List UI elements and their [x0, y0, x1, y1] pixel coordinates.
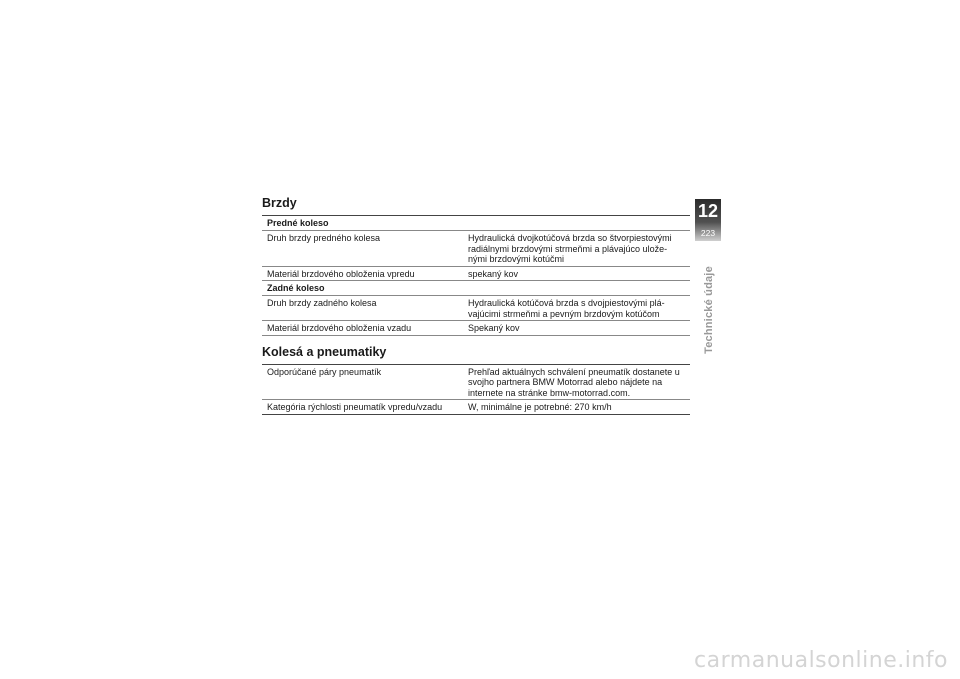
page-content	[262, 195, 690, 415]
row-value: Spekaný kov	[468, 323, 520, 333]
chapter-tab	[695, 199, 721, 241]
chapter-title: Technické údaje	[703, 266, 715, 354]
row-value: W, minimálne je potrebné: 270 km/h	[468, 402, 612, 412]
table-row	[262, 365, 690, 401]
row-value: spekaný kov	[468, 268, 519, 279]
table-row	[262, 267, 690, 282]
chapter-number: 12	[697, 201, 719, 221]
wheels-table	[262, 364, 690, 415]
page-number: 223	[700, 228, 716, 238]
front-wheel-heading: Predné koleso	[262, 216, 690, 231]
row-label: Materiál brzdového obloženia vzadu	[267, 323, 412, 333]
row-label: Materiál brzdového obloženia vpredu	[267, 268, 415, 279]
wheels-section-title: Kolesá a pneumatiky	[262, 344, 387, 359]
row-label: Odporúčané páry pneumatík	[267, 366, 382, 377]
watermark: carmanualsonline.info	[694, 648, 948, 673]
table-row	[262, 296, 690, 321]
row-value: Prehľad aktuálnych schválení pneumatík dostanete u svojho partnera BMW Motorrad alebo nájdete na internete na stránke bmw-motorrad.com.	[468, 366, 680, 398]
row-value: Hydraulická kotúčová brzda s dvojpiestovými plá-vajúcimi strmeňmi a pevným brzdovým kotúčom	[468, 298, 665, 319]
table-row	[262, 231, 690, 267]
table-row	[262, 400, 690, 415]
rear-wheel-heading: Zadné koleso	[262, 281, 690, 296]
table-row	[262, 321, 690, 336]
row-value: Hydraulická dvojkotúčová brzda so štvorpiestovými radiálnymi brzdovými strmeňmi a plávajúco ulože-nými brzdovými kotúčmi	[468, 233, 672, 264]
row-label: Druh brzdy predného kolesa	[267, 233, 381, 243]
row-label: Kategória rýchlosti pneumatík vpredu/vzadu	[267, 402, 443, 412]
brakes-section-title: Brzdy	[262, 196, 297, 210]
brakes-table	[262, 215, 690, 336]
row-label: Druh brzdy zadného kolesa	[267, 298, 377, 308]
